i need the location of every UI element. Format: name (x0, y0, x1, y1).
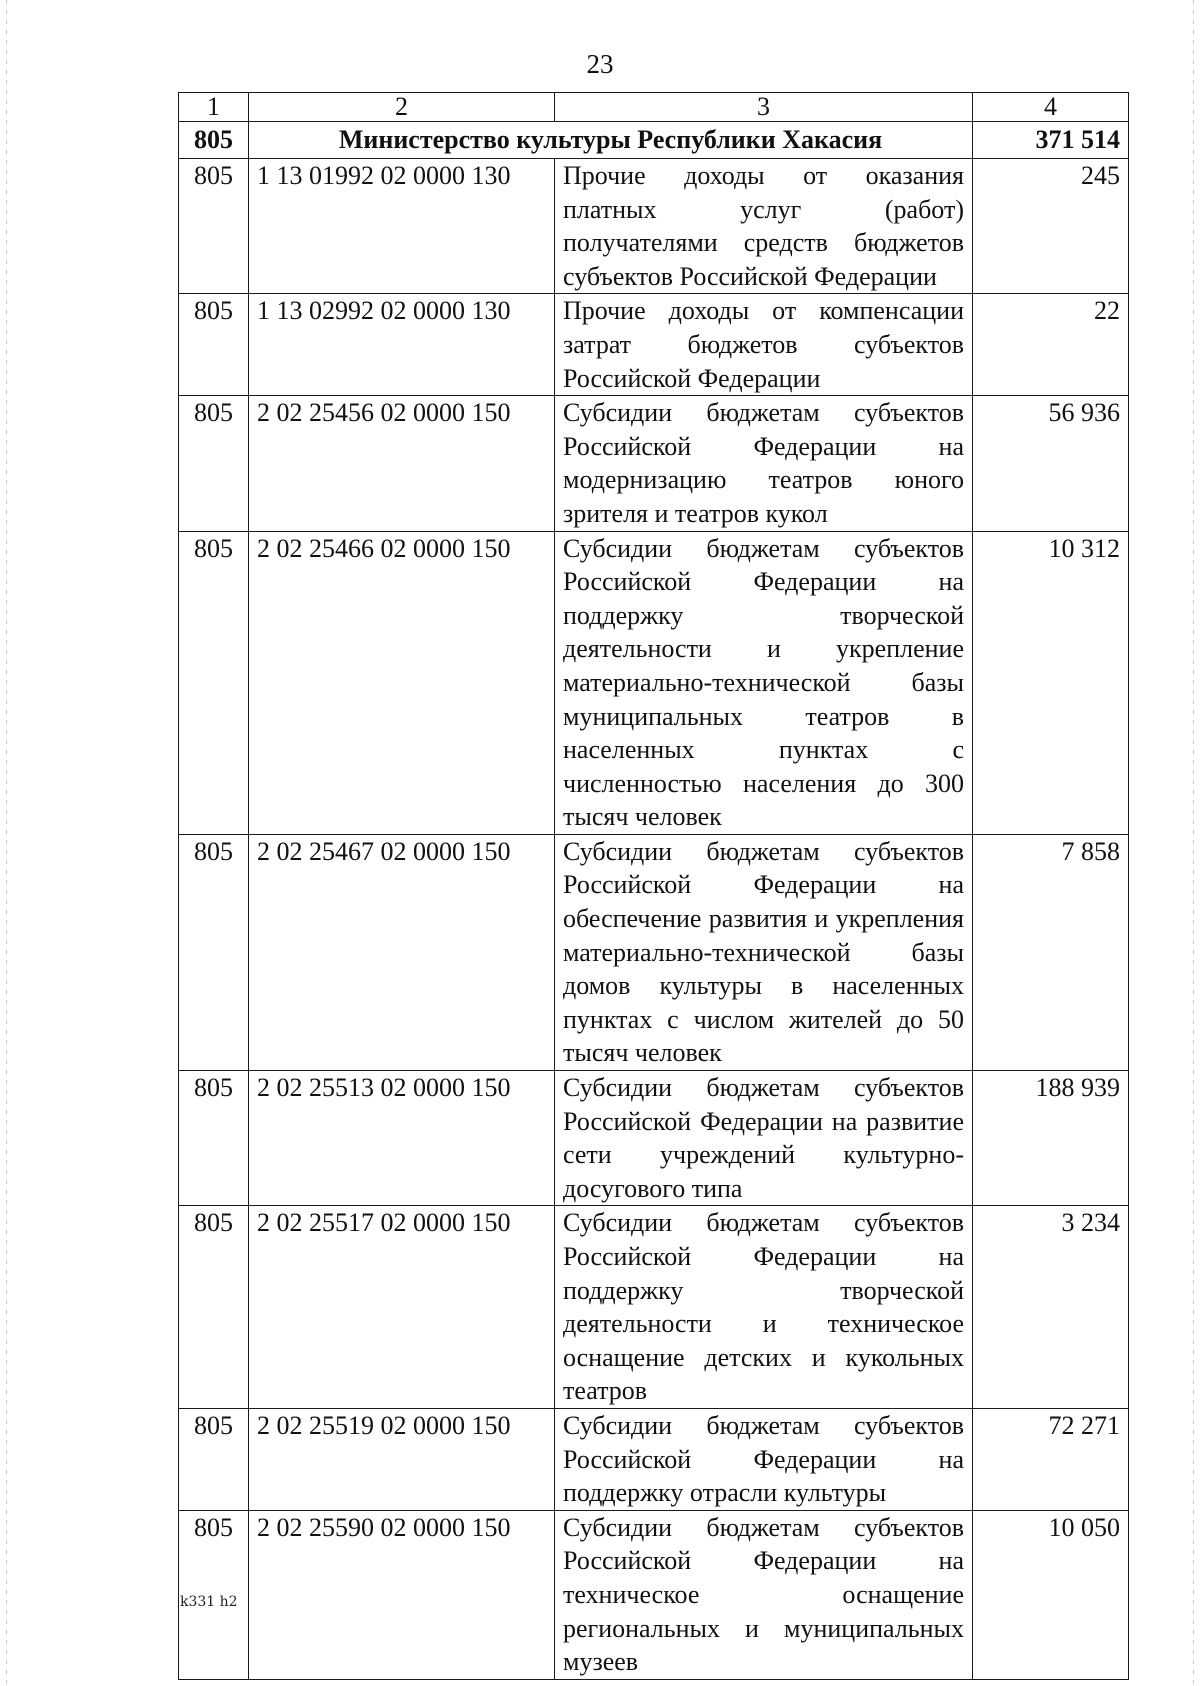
column-number: 4 (973, 93, 1129, 122)
description-cell: Субсидии бюджетам субъектов Российской Федерации на модернизацию театров юного зрителя и театров кукол (555, 396, 973, 531)
column-number: 1 (179, 93, 249, 122)
column-number-row (179, 93, 1129, 122)
amount-cell: 3 234 (973, 1206, 1129, 1409)
amount-cell: 22 (973, 294, 1129, 396)
admin-code-cell: 805 (179, 1408, 249, 1510)
description-cell: Прочие доходы от оказания платных услуг (работ) получателями средств бюджетов субъектов Российской Федерации (555, 159, 973, 294)
description-cell: Прочие доходы от компенсации затрат бюджетов субъектов Российской Федерации (555, 294, 973, 396)
column-number: 3 (555, 93, 973, 122)
amount-cell: 245 (973, 159, 1129, 294)
table-row (179, 396, 1129, 531)
table-row (179, 531, 1129, 834)
amount-cell: 10 312 (973, 531, 1129, 834)
table-row (179, 1206, 1129, 1409)
budget-code-cell: 2 02 25519 02 0000 150 (249, 1408, 555, 1510)
budget-code-cell: 1 13 01992 02 0000 130 (249, 159, 555, 294)
amount-cell: 188 939 (973, 1071, 1129, 1206)
footer-mark: k331 h2 (180, 1594, 238, 1610)
ministry-row (179, 122, 1129, 159)
table-row (179, 1071, 1129, 1206)
ministry-admin-code: 805 (179, 122, 249, 159)
admin-code-cell: 805 (179, 1510, 249, 1679)
table-row (179, 834, 1129, 1070)
admin-code-cell: 805 (179, 531, 249, 834)
revenue-table (178, 92, 1129, 1680)
description-cell: Субсидии бюджетам субъектов Российской Федерации на поддержку творческой деятельности и укрепление материально-технической базы муниципальных театров в населенных пунктах с численностью населения до 300 тысяч человек (555, 531, 973, 834)
budget-code-cell: 2 02 25456 02 0000 150 (249, 396, 555, 531)
budget-code-cell: 2 02 25590 02 0000 150 (249, 1510, 555, 1679)
table-row (179, 294, 1129, 396)
budget-code-cell: 2 02 25467 02 0000 150 (249, 834, 555, 1070)
scan-edge-right (1193, 0, 1194, 1686)
amount-cell: 56 936 (973, 396, 1129, 531)
admin-code-cell: 805 (179, 294, 249, 396)
admin-code-cell: 805 (179, 834, 249, 1070)
budget-code-cell: 2 02 25513 02 0000 150 (249, 1071, 555, 1206)
table-row (179, 1408, 1129, 1510)
page-number: 23 (586, 49, 614, 79)
description-cell: Субсидии бюджетам субъектов Российской Федерации на поддержку отрасли культуры (555, 1408, 973, 1510)
ministry-title: Министерство культуры Республики Хакасия (249, 122, 973, 159)
description-cell: Субсидии бюджетам субъектов Российской Федерации на развитие сети учреждений культурно-досугового типа (555, 1071, 973, 1206)
amount-cell: 7 858 (973, 834, 1129, 1070)
table-row (179, 159, 1129, 294)
table-row (179, 1510, 1129, 1679)
description-cell: Субсидии бюджетам субъектов Российской Федерации на обеспечение развития и укрепления материально-технической базы домов культуры в населенных пунктах с числом жителей до 50 тысяч человек (555, 834, 973, 1070)
admin-code-cell: 805 (179, 396, 249, 531)
amount-cell: 10 050 (973, 1510, 1129, 1679)
admin-code-cell: 805 (179, 159, 249, 294)
budget-code-cell: 2 02 25517 02 0000 150 (249, 1206, 555, 1409)
ministry-amount: 371 514 (973, 122, 1129, 159)
budget-code-cell: 1 13 02992 02 0000 130 (249, 294, 555, 396)
column-number: 2 (249, 93, 555, 122)
admin-code-cell: 805 (179, 1071, 249, 1206)
admin-code-cell: 805 (179, 1206, 249, 1409)
description-cell: Субсидии бюджетам субъектов Российской Федерации на техническое оснащение региональных и муниципальных музеев (555, 1510, 973, 1679)
description-cell: Субсидии бюджетам субъектов Российской Федерации на поддержку творческой деятельности и техническое оснащение детских и кукольных театров (555, 1206, 973, 1409)
budget-code-cell: 2 02 25466 02 0000 150 (249, 531, 555, 834)
scan-edge-left (6, 0, 7, 1686)
amount-cell: 72 271 (973, 1408, 1129, 1510)
